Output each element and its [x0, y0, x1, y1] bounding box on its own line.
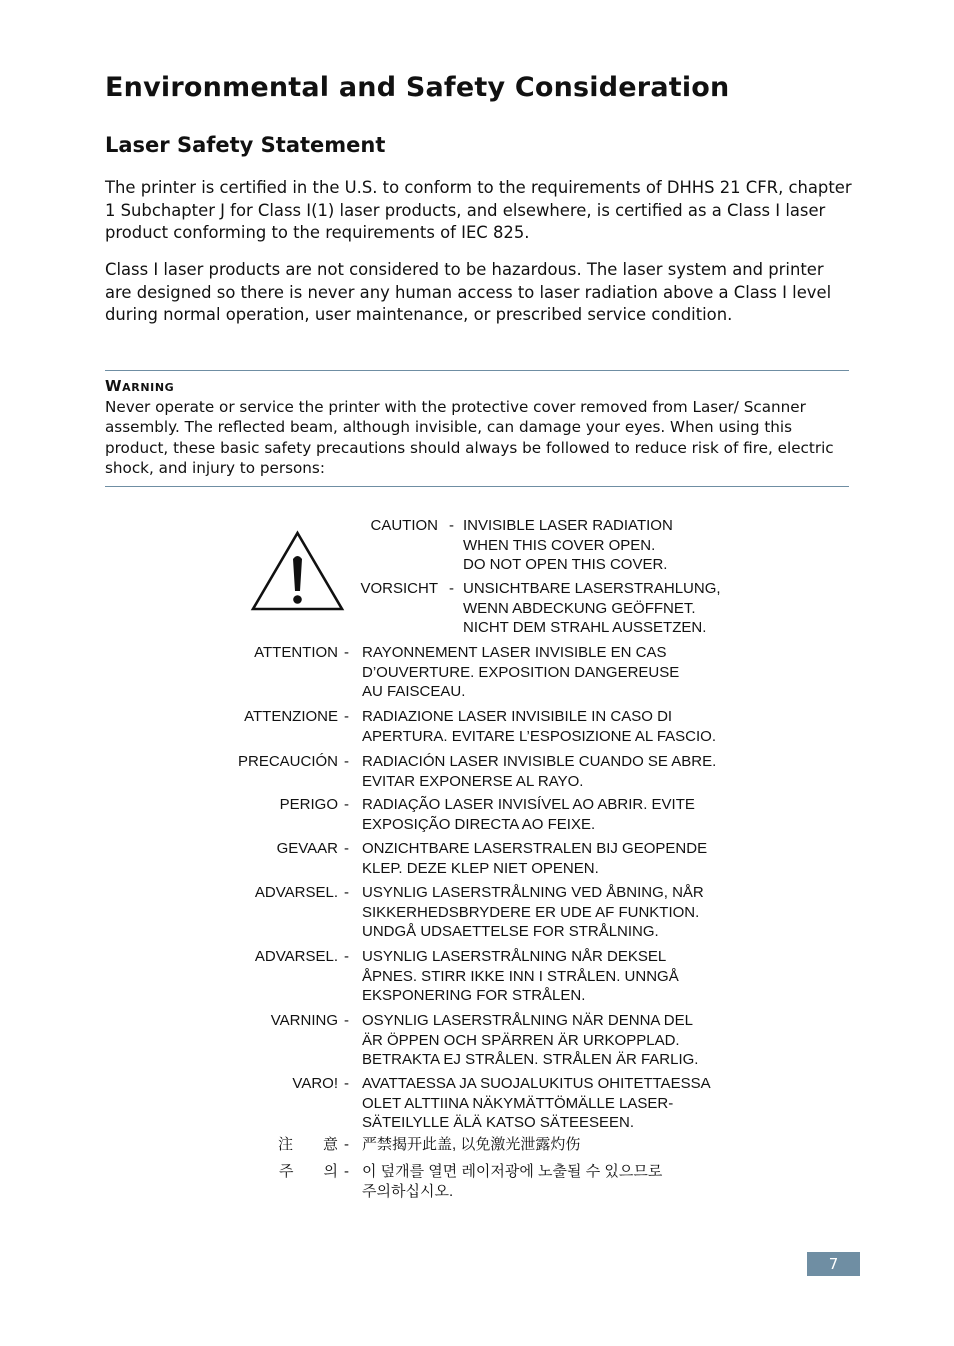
label-language: ADVARSEL.: [254, 884, 338, 901]
label-dash: -: [344, 644, 349, 661]
label-line: 주의하십시오.: [362, 1182, 454, 1200]
label-dash: -: [344, 1136, 349, 1153]
label-warning-text: [463, 579, 721, 638]
label-line: RADIAÇÃO LASER INVISÍVEL AO ABRIR. EVITE: [362, 796, 695, 813]
label-line: SIKKERHEDSBRYDERE ER UDE AF FUNKTION.: [362, 903, 700, 921]
label-line: AU FAISCEAU.: [362, 683, 466, 701]
label-line: OSYNLIG LASERSTRÅLNING NÄR DENNA DEL: [362, 1012, 693, 1029]
label-language: 注 意: [277, 1136, 338, 1153]
label-dash: -: [344, 753, 349, 770]
label-line: 严禁揭开此盖, 以免激光泄露灼伤: [362, 1136, 581, 1153]
warning-bottom-divider: [105, 486, 849, 487]
label-language: VORSICHT: [360, 580, 438, 597]
label-warning-text: [362, 947, 679, 1006]
warning-top-divider: [105, 370, 849, 371]
label-warning-text: [362, 1074, 711, 1133]
label-warning-text: [463, 516, 673, 575]
label-dash: -: [344, 1012, 349, 1029]
label-dash: -: [344, 708, 349, 725]
label-warning-text: [362, 1135, 580, 1155]
label-language: ADVARSEL.: [254, 948, 338, 965]
label-line: EXPOSIÇÃO DIRECTA AO FEIXE.: [362, 815, 596, 833]
label-line: RADIAZIONE LASER INVISIBILE IN CASO DI: [362, 708, 673, 725]
label-dash: -: [344, 884, 349, 901]
label-line: INVISIBLE LASER RADIATION: [463, 517, 673, 534]
label-line: DO NOT OPEN THIS COVER.: [463, 556, 668, 574]
label-dash: -: [344, 1163, 349, 1180]
warning-title: Warning: [105, 377, 175, 395]
label-line: KLEP. DEZE KLEP NIET OPENEN.: [362, 859, 599, 877]
label-warning-text: [362, 795, 695, 834]
label-line: APERTURA. EVITARE L’ESPOSIZIONE AL FASCIO.: [362, 727, 716, 745]
label-warning-text: [362, 1162, 662, 1201]
label-dash: -: [344, 840, 349, 857]
label-line: ÄR ÖPPEN OCH SPÄRREN ÄR URKOPPLAD.: [362, 1031, 680, 1049]
warning-triangle-icon: [250, 529, 345, 613]
label-line: UNDGÅ UDSAETTELSE FOR STRÅLNING.: [362, 923, 659, 941]
label-line: BETRAKTA EJ STRÅLEN. STRÅLEN ÄR FARLIG.: [362, 1051, 699, 1069]
label-language: ATTENZIONE: [244, 708, 338, 725]
label-line: RAYONNEMENT LASER INVISIBLE EN CAS: [362, 644, 667, 661]
label-line: OLET ALTTIINA NÄKYMÄTTÖMÄLLE LASER-: [362, 1094, 674, 1112]
label-line: 이 덮개를 열면 레이저광에 노출될 수 있으므로: [362, 1163, 663, 1180]
label-language: PERIGO: [279, 796, 338, 813]
label-line: USYNLIG LASERSTRÅLNING VED ÅBNING, NÅR: [362, 884, 704, 901]
label-warning-text: [362, 707, 716, 746]
label-line: WENN ABDECKUNG GEÖFFNET.: [463, 599, 696, 617]
label-line: AVATTAESSA JA SUOJALUKITUS OHITETTAESSA: [362, 1075, 711, 1092]
label-language: VARO!: [292, 1075, 338, 1092]
label-dash: -: [449, 517, 454, 534]
label-warning-text: [362, 839, 707, 878]
label-language: GEVAAR: [276, 840, 338, 857]
label-line: RADIACIÓN LASER INVISIBLE CUANDO SE ABRE.: [362, 753, 717, 770]
page-number: 7: [807, 1252, 860, 1276]
hazard-paragraph: Class I laser products are not considered to be hazardous. The laser system and printer are designed so there is never any human access to laser radiation above a Class I level during normal operation, user maintenance, or prescribed service condition.: [105, 260, 832, 324]
label-dash: -: [344, 1075, 349, 1092]
label-line: ONZICHTBARE LASERSTRALEN BIJ GEOPENDE: [362, 840, 708, 857]
label-dash: -: [344, 796, 349, 813]
label-line: ÅPNES. STIRR IKKE INN I STRÅLEN. UNNGÅ: [362, 967, 679, 985]
label-language: ATTENTION: [254, 644, 338, 661]
warning-body: Never operate or service the printer with the protective cover removed from Laser/ Scanner assembly. The reflected beam, although invisible, can damage your eyes. When using this product, these basic safety precautions should always be followed to reduce risk of fire, electric shock, and injury to persons:: [105, 398, 834, 478]
label-line: NICHT DEM STRAHL AUSSETZEN.: [463, 619, 707, 637]
label-language: 주 의: [279, 1163, 338, 1180]
label-line: D’OUVERTURE. EXPOSITION DANGEREUSE: [362, 663, 680, 681]
page-title: Environmental and Safety Consideration: [105, 72, 730, 103]
label-dash: -: [344, 948, 349, 965]
certification-paragraph: The printer is certified in the U.S. to conform to the requirements of DHHS 21 CFR, chapter 1 Subchapter J for Class I(1) laser products, and elsewhere, is certified as a Class I laser product conforming to the requirements of IEC 825.: [105, 178, 852, 242]
laser-warning-label: [230, 512, 750, 1232]
label-line: USYNLIG LASERSTRÅLNING NÅR DEKSEL: [362, 948, 667, 965]
label-dash: -: [449, 580, 454, 597]
label-line: WHEN THIS COVER OPEN.: [463, 536, 656, 554]
label-language: CAUTION: [370, 517, 438, 534]
label-line: EVITAR EXPONERSE AL RAYO.: [362, 772, 584, 790]
label-language: VARNING: [270, 1012, 338, 1029]
label-line: EKSPONERING FOR STRÅLEN.: [362, 987, 586, 1005]
label-warning-text: [362, 752, 716, 791]
label-warning-text: [362, 1011, 698, 1070]
label-line: UNSICHTBARE LASERSTRAHLUNG,: [463, 580, 721, 597]
label-line: SÄTEILYLLE ÄLÄ KATSO SÄTEESEEN.: [362, 1114, 635, 1132]
label-warning-text: [362, 883, 704, 942]
label-language: PRECAUCIÓN: [237, 753, 338, 770]
section-title: Laser Safety Statement: [105, 133, 386, 157]
label-warning-text: [362, 643, 679, 702]
